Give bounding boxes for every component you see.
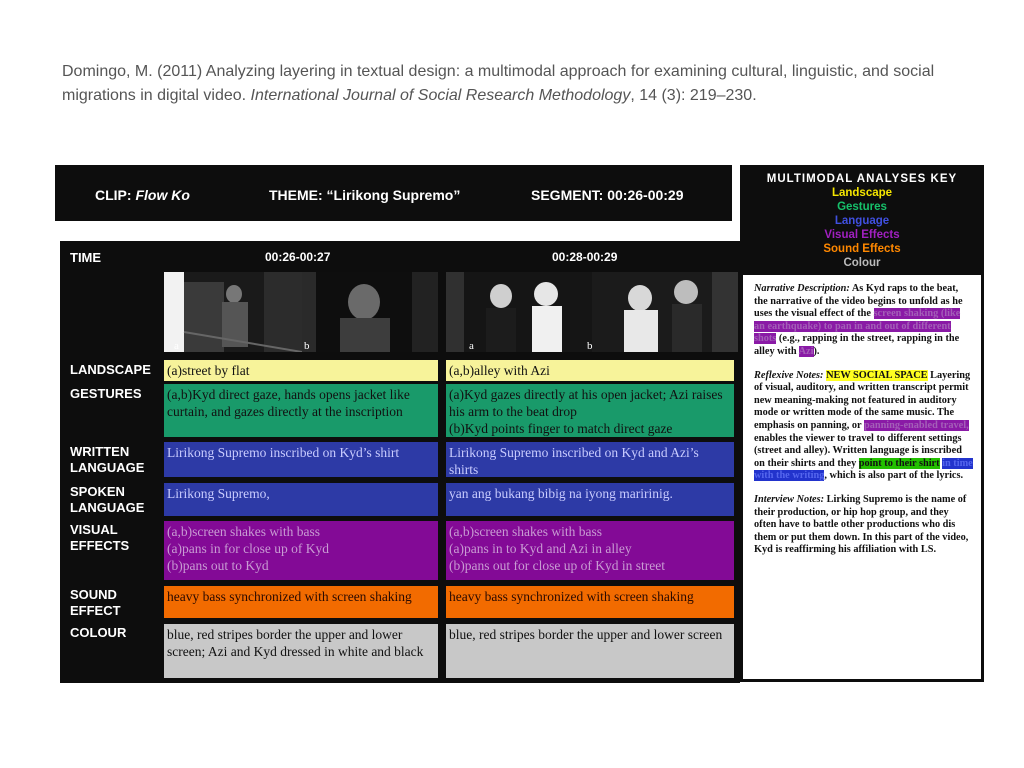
narrative-text-1: As Kyd raps to the beat, the narrative of the video begins to unfold as he uses the visual effect of the — [754, 283, 963, 320]
cell-spoken-2: yan ang bukang bibig na iyong maririnig. — [446, 483, 734, 516]
visual-2-line-3: (b)pans out for close up of Kyd in street — [449, 558, 665, 573]
frame-label-1a: a — [174, 340, 179, 352]
analyses-key — [740, 165, 984, 275]
clip-header — [55, 165, 732, 221]
frame-image-2b — [592, 272, 738, 352]
key-item-gestures: Gestures — [837, 201, 887, 213]
label-time: TIME — [70, 250, 102, 265]
label-spoken-1: SPOKEN — [70, 484, 125, 499]
video-frame-2b — [592, 272, 738, 352]
frame-image-2a — [446, 272, 592, 352]
citation-suffix: , 14 (3): 219–230. — [630, 87, 757, 104]
analysis-notes — [740, 272, 984, 682]
label-colour: COLOUR — [70, 625, 127, 640]
key-item-landscape: Landscape — [831, 187, 893, 199]
frame-label-1b: b — [304, 340, 310, 352]
label-spoken — [70, 484, 144, 516]
video-frame-2a — [446, 272, 592, 352]
gestures-2-line-1: (a)Kyd gazes directly at his open jacket; Azi raises his arm to the beat drop — [449, 387, 723, 419]
cell-landscape-2: (a,b)alley with Azi — [446, 360, 734, 381]
reflexive-highlight: NEW SOCIAL SPACE — [826, 369, 928, 381]
video-frame-1a — [164, 272, 302, 352]
visual-1-line-1: (a,b)screen shakes with bass — [167, 524, 320, 539]
citation-prefix: Domingo, M. (2011) Analyzing layering in textual design: a multimodal approach for examining cultural, linguistic, and social migrations in digital video. — [62, 63, 935, 104]
narrative-highlight: screen shaking (like an earthquake) to pan in and out of different shots — [754, 308, 961, 345]
key-title: MULTIMODAL ANALYSES KEY — [766, 173, 958, 185]
frame-label-2b: b — [587, 340, 593, 352]
reflexive-text-1: Layering of visual, auditory, and written transcript permit new meaning-making not featured in auditory mode or written mode of the same music. The emphasis on panning, or — [754, 369, 971, 431]
label-visual-2: EFFECTS — [70, 538, 130, 553]
cell-landscape-1: (a)street by flat — [164, 360, 438, 381]
narrative-note — [754, 283, 973, 359]
time-col-2: 00:28-00:29 — [552, 250, 618, 264]
visual-2-line-2: (a)pans in to Kyd and Azi in alley — [449, 541, 632, 556]
cell-visual-2 — [446, 521, 734, 580]
citation — [62, 60, 962, 108]
label-written-2: LANGUAGE — [70, 460, 145, 475]
cell-gestures-2 — [446, 384, 734, 437]
label-visual-1: VISUAL — [70, 522, 118, 537]
label-sound-2: EFFECT — [70, 603, 121, 618]
reflexive-highlight-2: panning-enabled travel, — [863, 419, 969, 431]
narrative-heading: Narrative Description: — [754, 283, 850, 294]
narrative-azi: Azi — [798, 345, 814, 357]
cell-written-1: Lirikong Supremo inscribed on Kyd’s shirt — [164, 442, 438, 477]
label-visual — [70, 522, 129, 554]
label-landscape: LANDSCAPE — [70, 362, 151, 377]
interview-note — [754, 494, 973, 557]
citation-journal: International Journal of Social Research Methodology — [250, 87, 631, 104]
key-item-colour: Colour — [843, 257, 881, 269]
reflexive-highlight-3: point to their shirt — [858, 457, 940, 469]
cell-colour-1: blue, red stripes border the upper and lower screen; Azi and Kyd dressed in white and black — [164, 624, 438, 678]
narrative-text-3: ). — [813, 345, 820, 357]
cell-colour-2: blue, red stripes border the upper and lower screen — [446, 624, 734, 678]
narrative-text-2: (e.g., rapping in the street, rapping in the alley with — [754, 333, 960, 357]
visual-1-line-3: (b)pans out to Kyd — [167, 558, 269, 573]
theme-title: THEME: “Lirikong Supremo” — [269, 187, 461, 203]
visual-2-line-1: (a,b)screen shakes with bass — [449, 524, 602, 539]
frame-image-1a — [164, 272, 302, 352]
gestures-2-line-2: (b)Kyd points finger to match direct gaze — [449, 421, 673, 436]
cell-sound-2: heavy bass synchronized with screen shaking — [446, 586, 734, 618]
label-sound — [70, 587, 121, 619]
frame-label-2a: a — [469, 340, 474, 352]
label-gestures: GESTURES — [70, 386, 142, 401]
cell-visual-1 — [164, 521, 438, 580]
segment-title: SEGMENT: 00:26-00:29 — [531, 187, 684, 203]
cell-written-2: Lirikong Supremo inscribed on Kyd and Azi’s shirts — [446, 442, 734, 477]
visual-1-line-2: (a)pans in for close up of Kyd — [167, 541, 329, 556]
reflexive-heading: Reflexive Notes: — [754, 369, 824, 381]
key-item-visual-effects: Visual Effects — [824, 229, 900, 241]
label-spoken-2: LANGUAGE — [70, 500, 145, 515]
interview-text: Lirking Supremo is the name of their production, or hip hop group, and they often have to battle other productions who dis them or put them down. In this part of the video, Kyd is reaffirming his affiliation with LS. — [754, 493, 969, 556]
clip-label: CLIP: — [95, 187, 136, 203]
label-written-1: WRITTEN — [70, 444, 130, 459]
reflexive-text-2: enables the viewer to travel to different settings (street and alley). Written language is inscribed on their shirts and they — [754, 432, 962, 469]
key-item-sound-effects: Sound Effects — [823, 243, 901, 255]
video-frame-1b — [302, 272, 438, 352]
reflexive-highlight-4: in time with the writing — [754, 457, 973, 482]
interview-heading: Interview Notes: — [754, 493, 825, 505]
key-item-language: Language — [834, 215, 890, 227]
clip-name: Flow Ko — [135, 187, 190, 203]
label-sound-1: SOUND — [70, 587, 117, 602]
label-written — [70, 444, 144, 476]
time-col-1: 00:26-00:27 — [265, 250, 331, 264]
cell-gestures-1: (a,b)Kyd direct gaze, hands opens jacket like curtain, and gazes directly at the inscription — [164, 384, 438, 437]
cell-sound-1: heavy bass synchronized with screen shaking — [164, 586, 438, 618]
cell-spoken-1: Lirikong Supremo, — [164, 483, 438, 516]
frame-image-1b — [302, 272, 438, 352]
clip-title — [95, 187, 190, 203]
reflexive-note — [754, 370, 973, 483]
reflexive-text-3: , which is also part of the lyrics. — [824, 470, 964, 482]
